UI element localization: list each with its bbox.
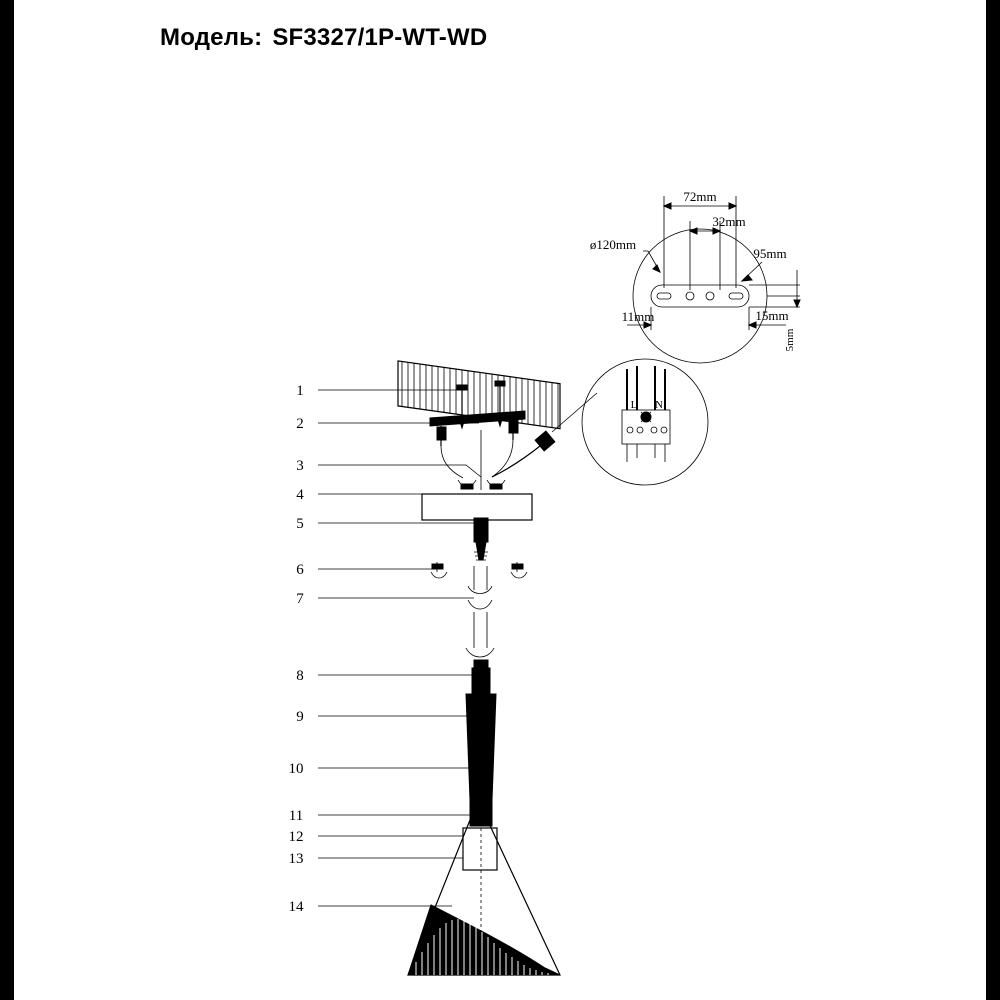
arrow-95 [742, 275, 752, 281]
gland-body [474, 518, 488, 542]
grip-left-body [461, 484, 473, 489]
grip-rods-lower [437, 562, 517, 572]
lamp-holder [472, 660, 490, 694]
detail-screw-n2 [661, 427, 667, 433]
shade-cone [466, 694, 496, 800]
bulb-rect [463, 828, 497, 870]
ext-lines-right [749, 285, 800, 307]
grip-right-lower-body [512, 564, 523, 569]
dim-72mm: 72mm [683, 189, 717, 204]
grip-right-body [490, 484, 502, 489]
diffuser-shadow [408, 905, 560, 975]
arrow-5 [794, 300, 800, 307]
bracket-bolt-right [509, 420, 518, 433]
dim-5mm: 5mm [784, 328, 796, 352]
base-plate-hole-left [686, 292, 694, 300]
callout-8: 8 [296, 668, 304, 684]
callout-13: 13 [288, 851, 304, 867]
model-code: SF3327/1P-WT-WD [272, 24, 488, 51]
dim-15mm: 15mm [755, 308, 789, 323]
detail-screw-l1 [627, 427, 633, 433]
leader-3 [318, 465, 481, 477]
grip-right-lower [511, 572, 527, 578]
arrow-diameter [653, 265, 660, 272]
lamp-assembly [408, 381, 560, 975]
callout-5: 5 [296, 516, 304, 532]
suspension-wires [441, 430, 513, 490]
base-plate-slot-right [729, 293, 743, 299]
detail-screw-n1 [651, 427, 657, 433]
canopy-plate [422, 494, 532, 520]
base-plate-circle [633, 229, 767, 363]
grip-left-lower [431, 572, 447, 578]
detail-wires [622, 366, 670, 462]
detail-screw-l2 [637, 427, 643, 433]
cable-collar-break [468, 600, 492, 609]
callout-11: 11 [288, 808, 304, 824]
screw-head-left [457, 385, 467, 390]
base-plate-rect [651, 285, 749, 307]
callout-14: 14 [288, 899, 304, 915]
bulb-holder [463, 828, 497, 870]
cable-grips-upper [458, 480, 505, 489]
screw-head-right [495, 381, 505, 386]
callout-numbers [289, 383, 305, 915]
model-label: Модель: [160, 24, 263, 51]
arrow-32-left [690, 228, 697, 234]
detail-label-n: N [655, 399, 663, 411]
callout-6: 6 [296, 562, 304, 578]
lamp-shade [466, 694, 496, 800]
wire-left [441, 446, 463, 478]
base-plate-hole-right [706, 292, 714, 300]
gland-cone [476, 542, 486, 560]
leader-10 [318, 768, 470, 806]
cable-gland [474, 518, 488, 560]
callout-leaders [318, 390, 481, 906]
callout-7: 7 [296, 591, 304, 607]
cable-collar-lower [466, 648, 494, 657]
callout-2: 2 [296, 416, 304, 432]
cable-run [466, 566, 494, 657]
callout-12: 12 [288, 829, 304, 845]
callout-3: 3 [296, 458, 304, 474]
dim-95mm: 95mm [753, 246, 787, 261]
bracket-bolt-left [437, 427, 446, 440]
callout-9: 9 [296, 709, 304, 725]
base-plate-dimension-view [590, 189, 800, 363]
dim-11mm: 11mm [621, 309, 655, 324]
dim-diameter-120mm: ø120mm [589, 237, 637, 252]
detail-out-wires [627, 444, 665, 462]
holder-body [472, 668, 490, 694]
callout-10: 10 [288, 761, 304, 777]
cable-lower-pair [474, 612, 487, 648]
arrow-72-right [729, 203, 736, 209]
arrow-72-left [664, 203, 671, 209]
wire-connector [492, 431, 555, 477]
base-plate-slot-left [657, 293, 671, 299]
ext-lines-bottom [651, 307, 749, 330]
cable-grips-lower [431, 562, 527, 578]
detail-leader [552, 393, 597, 432]
callout-1: 1 [296, 383, 304, 399]
detail-label-l: L [630, 399, 638, 411]
cable-collar-upper [468, 586, 492, 594]
ext-lines-72 [664, 196, 736, 288]
mounting-bracket [430, 411, 525, 446]
wiring-detail-view [552, 359, 708, 485]
grip-left-lower-body [432, 564, 443, 569]
canopy-rect [422, 494, 532, 520]
cable-upper-pair [474, 566, 487, 590]
dim-32mm: 32mm [712, 214, 746, 229]
connector-cable [492, 446, 540, 477]
holder-collar [474, 660, 488, 668]
callout-4: 4 [296, 487, 304, 503]
